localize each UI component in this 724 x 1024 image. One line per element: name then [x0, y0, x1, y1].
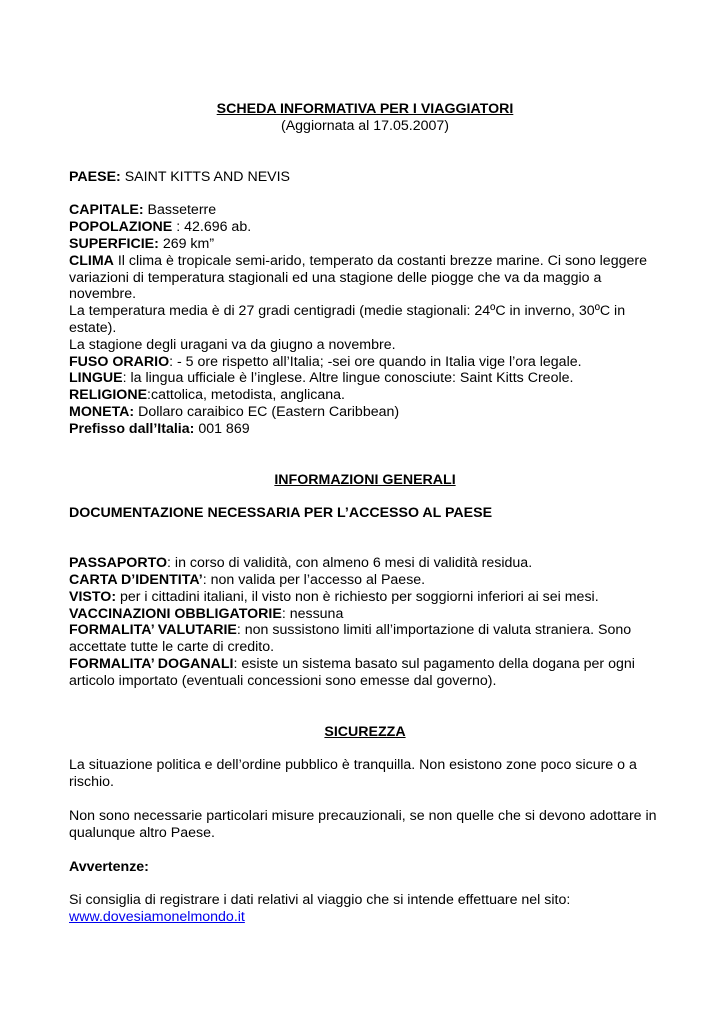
- prefix-line: [69, 421, 661, 438]
- currency-rules-line: [69, 622, 661, 656]
- registration-link[interactable]: www.dovesiamonelmondo.it: [69, 909, 245, 926]
- link-line: [69, 909, 661, 926]
- timezone-value: : - 5 ore rispetto all’Italia; -sei ore quando in Italia vige l’ora legale.: [169, 353, 582, 370]
- capital-label: CAPITALE:: [69, 202, 144, 219]
- currency-rules-label: FORMALITA’ VALUTARIE: [69, 622, 237, 639]
- capital-value: Basseterre: [143, 202, 217, 219]
- customs-line: [69, 656, 661, 690]
- population-value: : 42.696 ab.: [172, 219, 252, 236]
- currency-value: Dollaro caraibico EC (Eastern Caribbean): [134, 403, 400, 420]
- timezone-line: [69, 354, 661, 371]
- customs-value: : esiste un sistema basato sul pagamento della dogana per ogni articolo importato (eventuali concessioni sono emesse dal governo).: [69, 655, 635, 689]
- languages-line: [69, 370, 661, 387]
- area-label: SUPERFICIE:: [69, 235, 159, 252]
- document-title: SCHEDA INFORMATIVA PER I VIAGGIATORI: [216, 101, 514, 117]
- warnings-label: Avvertenze:: [69, 858, 149, 875]
- passport-label: PASSAPORTO: [69, 555, 168, 572]
- climate-label: CLIMA: [69, 252, 114, 269]
- languages-label: LINGUE: [69, 370, 123, 387]
- visa-line: [69, 589, 661, 606]
- vaccinations-value: : nessuna: [281, 605, 344, 622]
- customs-label: FORMALITA’ DOGANALI: [69, 655, 234, 672]
- timezone-label: FUSO ORARIO: [69, 353, 170, 370]
- population-label: POPOLAZIONE: [69, 219, 173, 236]
- update-date: (Aggiornata al 17.05.2007): [280, 117, 449, 134]
- country-label: PAESE:: [69, 168, 121, 185]
- visa-value: per i cittadini italiani, il visto non è richiesto per soggiorni inferiori ai sei mesi.: [116, 588, 599, 605]
- prefix-value: 001 869: [194, 420, 250, 437]
- id-card-value: : non valida per l’accesso al Paese.: [202, 571, 426, 588]
- passport-line: [69, 555, 661, 572]
- climate-line: [69, 253, 661, 303]
- population-line: [69, 219, 661, 236]
- id-card-label: CARTA D’IDENTITA’: [69, 571, 203, 588]
- religion-line: [69, 387, 661, 404]
- area-value: 269 km”: [158, 235, 215, 252]
- currency-label: MONETA:: [69, 403, 135, 420]
- hurricane-line: La stagione degli uragani va da giugno a novembre.: [69, 336, 396, 353]
- religion-value: :cattolica, metodista, anglicana.: [147, 387, 345, 404]
- country-value: SAINT KITTS AND NEVIS: [120, 168, 291, 185]
- capital-line: [69, 202, 661, 219]
- security-heading: SICUREZZA: [324, 723, 406, 740]
- document-page: [69, 101, 661, 926]
- languages-value: : la lingua ufficiale è l’inglese. Altre lingue conosciute: Saint Kitts Creole.: [122, 370, 574, 387]
- general-info-heading: INFORMAZIONI GENERALI: [274, 471, 456, 488]
- area-line: [69, 236, 661, 253]
- registration-advice: Si consiglia di registrare i dati relativi al viaggio che si intende effettuare nel sito:: [69, 892, 571, 909]
- vaccinations-line: [69, 606, 661, 623]
- passport-value: : in corso di validità, con almeno 6 mesi di validità residua.: [167, 555, 533, 572]
- temperature-line: La temperatura media è di 27 gradi centigradi (medie stagionali: 24ºC in inverno, 30ºC in estate).: [69, 303, 626, 336]
- security-paragraph-2: Non sono necessarie particolari misure precauzionali, se non quelle che si devono adottare in qualunque altro Paese.: [69, 807, 657, 841]
- climate-value: Il clima è tropicale semi-arido, temperato da costanti brezze marine. Ci sono leggere variazioni di temperatura stagionali ed una stagione delle piogge che va da maggio a novembre.: [69, 252, 647, 303]
- documentation-heading: DOCUMENTAZIONE NECESSARIA PER L’ACCESSO AL PAESE: [69, 505, 493, 522]
- country-line: [69, 169, 661, 186]
- id-card-line: [69, 572, 661, 589]
- currency-line: [69, 404, 661, 421]
- visa-label: VISTO:: [69, 588, 117, 605]
- vaccinations-label: VACCINAZIONI OBBLIGATORIE: [69, 605, 282, 622]
- religion-label: RELIGIONE: [69, 387, 148, 404]
- currency-rules-value: : non sussistono limiti all’importazione di valuta straniera. Sono accettate tutte le carte di credito.: [69, 622, 632, 656]
- security-paragraph-1: La situazione politica e dell’ordine pubblico è tranquilla. Non esistono zone poco sicure o a rischio.: [69, 757, 637, 791]
- prefix-label: Prefisso dall’Italia:: [69, 420, 195, 437]
